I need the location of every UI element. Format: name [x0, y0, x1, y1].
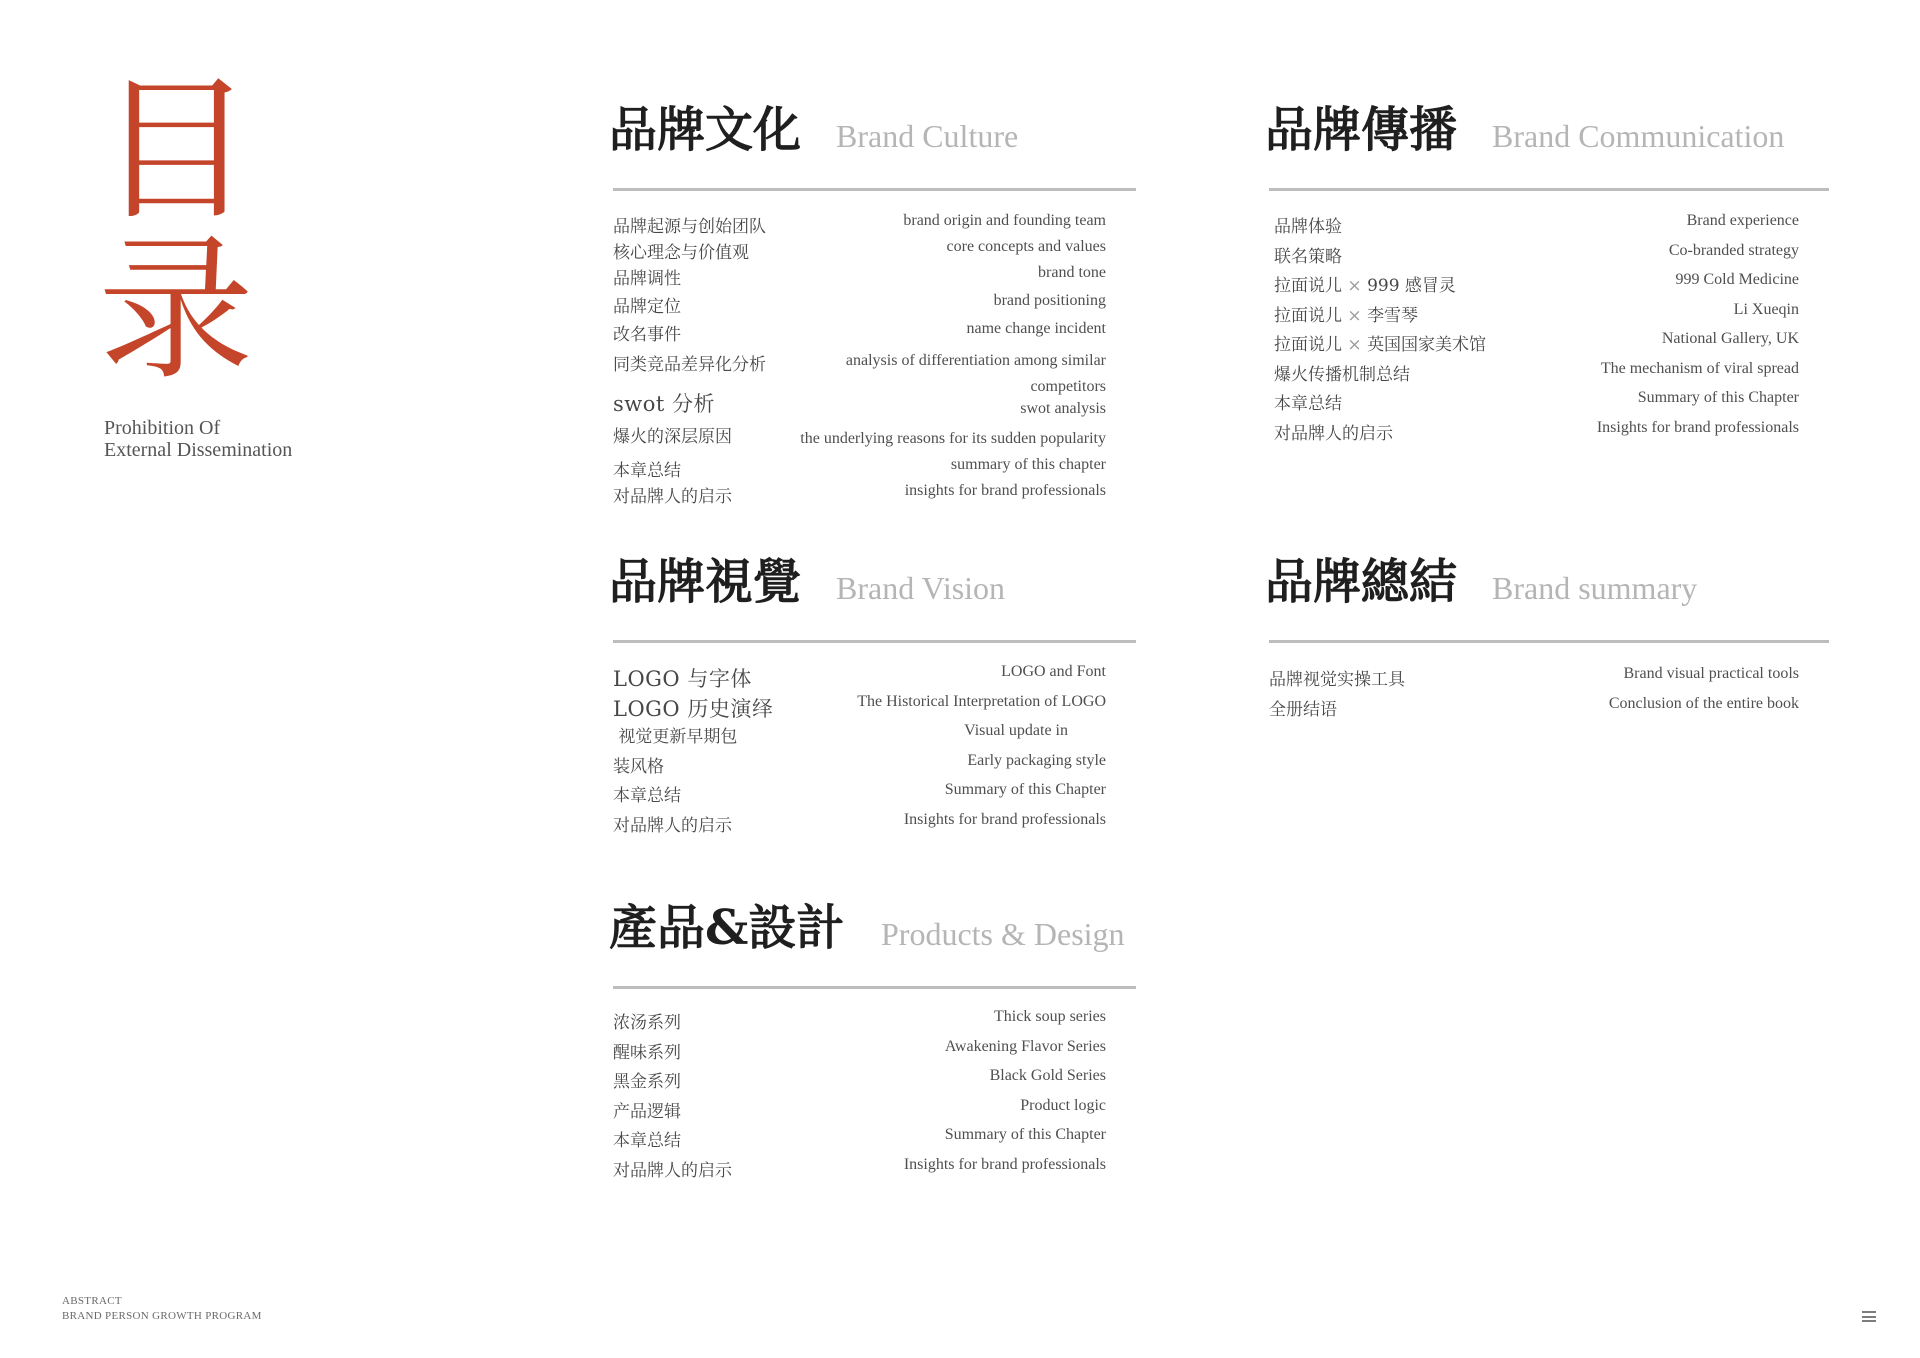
entry-en: Conclusion of the entire book [1608, 694, 1799, 712]
toc-entry[interactable] [613, 811, 1106, 841]
section-title-zh: 產品&設計 [609, 900, 845, 956]
entry-zh-part-b: 李雪琴 [1367, 305, 1419, 326]
section-header [1265, 100, 1829, 178]
cross-symbol: × [1347, 305, 1362, 326]
menu-bar [1862, 1320, 1876, 1322]
toc-entry[interactable] [613, 781, 1106, 811]
entry-zh [1274, 330, 1486, 355]
section-products-design [609, 898, 1136, 1185]
entry-zh: 品牌视觉实操工具 [1269, 670, 1405, 690]
entry-zh: 装风格 [613, 756, 664, 777]
entry-en: brand tone [1038, 264, 1106, 281]
toc-entry[interactable] [613, 1038, 1106, 1068]
entry-en: LOGO and Font [1001, 663, 1106, 680]
entry-zh: 品牌体验 [1274, 217, 1342, 237]
entry-en: insights for brand professionals [904, 482, 1106, 499]
notice-line-1: Prohibition Of [104, 417, 221, 439]
entry-en: Summary of this Chapter [944, 1126, 1106, 1143]
entry-en: swot analysis [1020, 400, 1106, 417]
section-divider [613, 986, 1136, 989]
entry-zh: 品牌定位 [613, 297, 681, 317]
entry-en: Thick soup series [994, 1008, 1106, 1025]
entry-en: Product logic [1020, 1096, 1106, 1114]
section-brand-culture [609, 100, 1136, 508]
toc-entry[interactable] [613, 482, 1106, 508]
section-title-en: Brand Communication [1492, 118, 1785, 154]
toc-list [613, 1008, 1106, 1185]
entry-zh: 对品牌人的启示 [613, 487, 732, 507]
entry-zh: 本章总结 [613, 1131, 681, 1151]
entry-zh: 醒味系列 [613, 1042, 681, 1063]
toc-title [98, 59, 254, 401]
entry-en: Brand experience [1686, 212, 1799, 229]
entry-en: Co-branded strategy [1668, 241, 1799, 259]
entry-zh: 联名策略 [1274, 246, 1342, 267]
cross-symbol: × [1347, 276, 1362, 296]
entry-en: Li Xueqin [1733, 300, 1799, 318]
toc-entry[interactable] [613, 456, 1106, 482]
entry-en: core concepts and values [946, 238, 1106, 255]
entry-zh: swot 分析 [613, 392, 716, 416]
toc-entry[interactable] [613, 1156, 1106, 1186]
entry-zh: LOGO 历史演绎 [613, 696, 774, 721]
toc-entry[interactable] [613, 212, 1106, 238]
menu-bar [1862, 1316, 1876, 1318]
entry-en: Early packaging style [967, 751, 1106, 769]
toc-entry[interactable] [1274, 360, 1799, 390]
toc-entry[interactable] [1269, 695, 1799, 725]
toc-entry[interactable] [613, 693, 1106, 723]
toc-entry[interactable] [613, 722, 1106, 752]
entry-zh-part-a: 拉面说儿 [1274, 335, 1342, 355]
toc-entry[interactable] [613, 663, 1106, 693]
entry-zh: 对品牌人的启示 [1274, 423, 1393, 444]
entry-en: summary of this chapter [950, 456, 1106, 473]
toc-entry[interactable] [1274, 212, 1799, 242]
entry-zh: 对品牌人的启示 [613, 1160, 732, 1181]
section-title-zh: 品牌總結 [1265, 554, 1458, 610]
entry-zh: 本章总结 [1274, 394, 1342, 414]
toc-list [613, 663, 1106, 840]
entry-zh: 改名事件 [613, 325, 681, 345]
section-divider [613, 640, 1136, 643]
footer-line-2: BRAND PERSON GROWTH PROGRAM [62, 1310, 262, 1322]
entry-zh: 品牌调性 [613, 269, 681, 289]
notice-line-2: External Dissemination [104, 439, 293, 461]
entry-zh: 核心理念与价值观 [613, 243, 749, 263]
entry-en: Insights for brand professionals [903, 810, 1106, 828]
toc-entry[interactable] [1274, 271, 1799, 301]
section-divider [1269, 640, 1829, 643]
footer-caption [62, 1294, 262, 1324]
section-header [609, 100, 1136, 178]
entry-en: Awakening Flavor Series [944, 1037, 1106, 1055]
toc-entry[interactable] [1274, 419, 1799, 449]
section-header [1265, 552, 1829, 630]
entry-zh: 爆火的深层原因 [613, 427, 732, 447]
toc-list [613, 212, 1106, 508]
entry-zh: 黑金系列 [613, 1072, 681, 1092]
toc-entry[interactable] [613, 238, 1106, 264]
entry-zh: 对品牌人的启示 [613, 815, 732, 836]
section-brand-communication [1265, 100, 1829, 448]
entry-zh [1274, 271, 1456, 296]
toc-entry[interactable] [613, 320, 1106, 348]
toc-entry[interactable] [613, 1008, 1106, 1038]
section-title-zh: 品牌傳播 [1265, 102, 1458, 158]
menu-bar [1862, 1311, 1876, 1313]
entry-en: name change incident [966, 320, 1106, 337]
entry-en: brand positioning [993, 292, 1106, 309]
toc-entry[interactable] [1274, 330, 1799, 360]
entry-zh: 同类竞品差异化分析 [613, 355, 766, 375]
cross-symbol: × [1347, 335, 1362, 355]
toc-entry[interactable] [613, 1126, 1106, 1156]
entry-zh [1274, 301, 1418, 326]
toc-title-char-1: 目 [98, 59, 254, 241]
entry-en: National Gallery, UK [1661, 330, 1799, 347]
entry-en: 999 Cold Medicine [1675, 271, 1799, 288]
entry-en: The mechanism of viral spread [1600, 359, 1799, 377]
entry-zh: 爆火传播机制总结 [1274, 364, 1410, 385]
section-brand-vision [609, 552, 1136, 840]
section-header [609, 552, 1136, 630]
toc-entry[interactable] [1269, 665, 1799, 695]
entry-zh: 本章总结 [613, 461, 681, 481]
entry-zh-part-a: 拉面说儿 [1274, 276, 1342, 296]
section-brand-summary [1265, 552, 1829, 724]
toc-entry[interactable] [613, 1097, 1106, 1127]
toc-title-char-2: 录 [98, 219, 254, 401]
section-title-en: Products & Design [881, 916, 1125, 952]
dissemination-notice [104, 417, 344, 461]
entry-en: Insights for brand professionals [1596, 418, 1799, 436]
section-title-en: Brand Culture [836, 118, 1019, 154]
toc-entry[interactable] [613, 427, 1106, 456]
section-divider [1269, 188, 1829, 191]
section-title-zh: 品牌文化 [609, 102, 802, 158]
toc-list [1269, 665, 1799, 724]
section-title-zh: 品牌視覺 [609, 554, 802, 610]
toc-entry[interactable] [613, 292, 1106, 320]
entry-en: Summary of this Chapter [1637, 389, 1799, 406]
entry-zh-part-a: 拉面说儿 [1274, 305, 1342, 326]
toc-list [1274, 212, 1799, 448]
entry-en: Summary of this Chapter [944, 781, 1106, 798]
entry-zh: LOGO 与字体 [613, 667, 752, 691]
toc-entry[interactable] [613, 752, 1106, 782]
entry-en: Visual update in [964, 722, 1068, 739]
entry-zh-part-b: 英国国家美术馆 [1367, 335, 1487, 355]
section-title-en: Brand summary [1492, 570, 1698, 606]
entry-en: analysis of differentiation among similar competitors [845, 352, 1106, 395]
toc-entry[interactable] [613, 1067, 1106, 1097]
section-title-en: Brand Vision [836, 570, 1006, 606]
footer-line-1: ABSTRACT [62, 1295, 122, 1307]
entry-zh: 视觉更新早期包 [613, 727, 738, 747]
entry-en: brand origin and founding team [903, 212, 1106, 229]
toc-entry[interactable] [613, 264, 1106, 292]
entry-zh: 产品逻辑 [613, 1101, 681, 1122]
entry-zh-part-b: 999 感冒灵 [1367, 276, 1456, 296]
hamburger-icon[interactable] [1862, 1311, 1876, 1322]
entry-zh: 本章总结 [613, 786, 681, 806]
toc-entry[interactable] [1274, 301, 1799, 331]
entry-zh: 浓汤系列 [613, 1013, 681, 1033]
entry-zh: 品牌起源与创始团队 [613, 217, 766, 237]
entry-en: Brand visual practical tools [1623, 665, 1799, 682]
entry-en: Insights for brand professionals [903, 1155, 1106, 1173]
entry-en: Black Gold Series [989, 1067, 1106, 1084]
entry-en: The Historical Interpretation of LOGO [857, 692, 1106, 710]
entry-en: the underlying reasons for its sudden popularity [800, 430, 1106, 447]
section-divider [613, 188, 1136, 191]
toc-entry[interactable] [1274, 242, 1799, 272]
toc-entry[interactable] [1274, 389, 1799, 419]
section-header [609, 898, 1136, 976]
entry-zh: 全册结语 [1269, 699, 1337, 720]
